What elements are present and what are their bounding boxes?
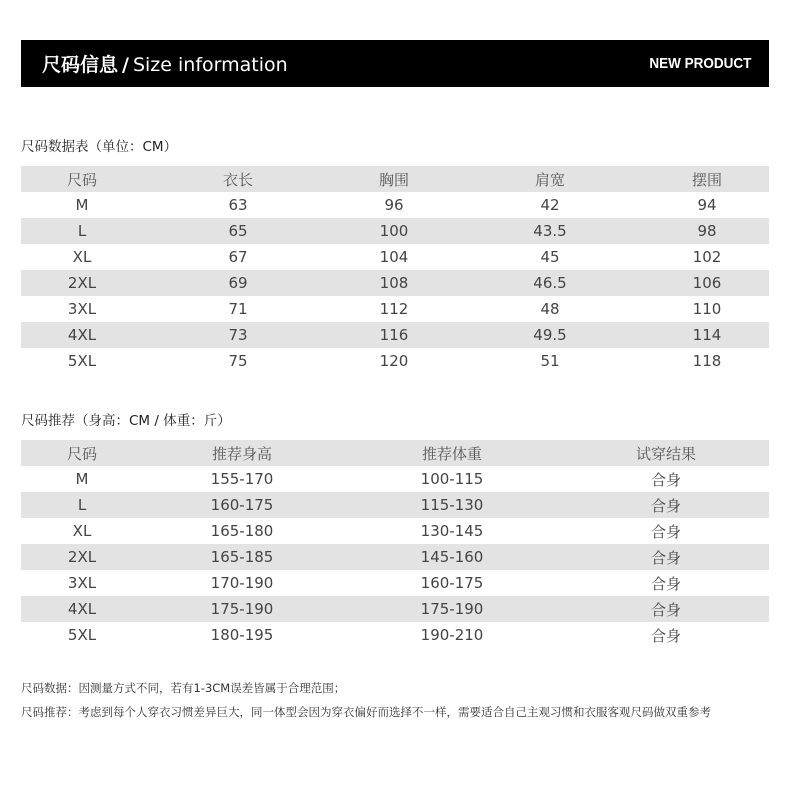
table-cell: 43.5 [455,218,645,244]
table-cell: M [75,470,89,488]
header-cell: 推荐体重 [341,440,563,466]
table-cell: 4XL [21,596,143,622]
table-cell: 104 [379,248,409,266]
table-cell: L [21,492,143,518]
table-cell: 115-130 [341,492,563,518]
table-cell: 合身 [563,544,769,570]
table-cell: 155-170 [210,470,274,488]
table-cell: 108 [333,270,455,296]
table-cell: 67 [228,248,248,266]
table-row [21,296,769,322]
size-data-table [21,166,769,374]
table-cell: 3XL [67,574,97,592]
table-row [21,218,769,244]
table-cell: 49.5 [455,322,645,348]
table-row [21,518,769,544]
table-row [21,244,769,270]
table-cell: 96 [384,196,404,214]
table-cell: 46.5 [455,270,645,296]
table-cell: 116 [333,322,455,348]
table-cell: L [21,218,143,244]
table-row [21,570,769,596]
table-cell: 2XL [21,270,143,296]
table-cell: 2XL [21,544,143,570]
table-cell: 5XL [67,352,97,370]
note-size-recommend: 尺码推荐：考虑到每个人穿衣习惯差异巨大，同一体型会因为穿衣偏好而选择不一样，需要适合自己主观习惯和衣服客观尺码做双重参考 [21,705,711,719]
size-recommend-table [21,440,769,648]
table-cell: 112 [379,300,409,318]
header-cell: 推荐身高 [143,440,341,466]
table-row [21,596,769,622]
table-cell: 160-175 [420,574,484,592]
header-banner [21,40,769,87]
table-row [21,270,769,296]
table-cell: XL [72,522,92,540]
table-row [21,322,769,348]
table-cell: 175-190 [341,596,563,622]
table-cell: 3XL [67,300,97,318]
table-header-row [21,440,769,466]
table-cell: 170-190 [210,574,274,592]
header-cell: 衣长 [143,166,333,192]
table-cell: 71 [228,300,248,318]
table-cell: 合身 [650,470,681,489]
header-cell: 尺码 [21,166,143,192]
table-cell: 5XL [67,626,97,644]
table-cell: 75 [228,352,248,370]
table-cell: 69 [143,270,333,296]
table-row [21,466,769,492]
table-cell: 100-115 [420,470,484,488]
header-cell: 肩宽 [455,166,645,192]
table-row [21,348,769,374]
table-cell: 63 [228,196,248,214]
table-cell: 51 [540,352,560,370]
header-cell: 尺码 [21,440,143,466]
table-cell: 118 [692,352,722,370]
banner-title-en: Size information [132,54,288,76]
table-cell: 102 [692,248,722,266]
table-cell: 65 [143,218,333,244]
table-cell: M [75,196,89,214]
table-cell: 合身 [563,492,769,518]
table-header-row [21,166,769,192]
table-cell: 165-180 [210,522,274,540]
note-size-data: 尺码数据：因测量方式不同，若有1-3CM误差皆属于合理范围； [21,681,346,695]
table-cell: 48 [540,300,560,318]
new-product-label: NEW PRODUCT [649,55,751,72]
header-cell: 摆围 [645,166,769,192]
table-cell: 45 [540,248,560,266]
banner-title-cn: 尺码信息 [42,54,119,76]
table-row [21,544,769,570]
recommend-table-title: 尺码推荐（身高：CM / 体重：斤） [21,413,231,429]
table-cell: 175-190 [143,596,341,622]
table-cell: 合身 [650,574,681,593]
table-cell: 145-160 [341,544,563,570]
table-cell: 4XL [21,322,143,348]
header-cell: 胸围 [333,166,455,192]
table-cell: 130-145 [420,522,484,540]
table-cell: 120 [379,352,409,370]
banner-separator: / [122,54,129,76]
table-cell: 94 [697,196,717,214]
table-cell: 合身 [650,626,681,645]
table-row [21,192,769,218]
table-cell: 100 [333,218,455,244]
table-cell: 106 [645,270,769,296]
size-table-title: 尺码数据表（单位：CM） [21,139,178,155]
table-cell: 165-185 [143,544,341,570]
table-row [21,622,769,648]
table-cell: 合身 [650,522,681,541]
table-cell: 114 [645,322,769,348]
table-cell: 190-210 [420,626,484,644]
table-cell: 180-195 [210,626,274,644]
table-row [21,492,769,518]
table-cell: 110 [692,300,722,318]
table-cell: 合身 [563,596,769,622]
table-cell: 42 [540,196,560,214]
banner-title [42,50,288,77]
header-cell: 试穿结果 [563,440,769,466]
table-cell: 160-175 [143,492,341,518]
table-cell: XL [72,248,92,266]
table-cell: 73 [143,322,333,348]
table-cell: 98 [645,218,769,244]
